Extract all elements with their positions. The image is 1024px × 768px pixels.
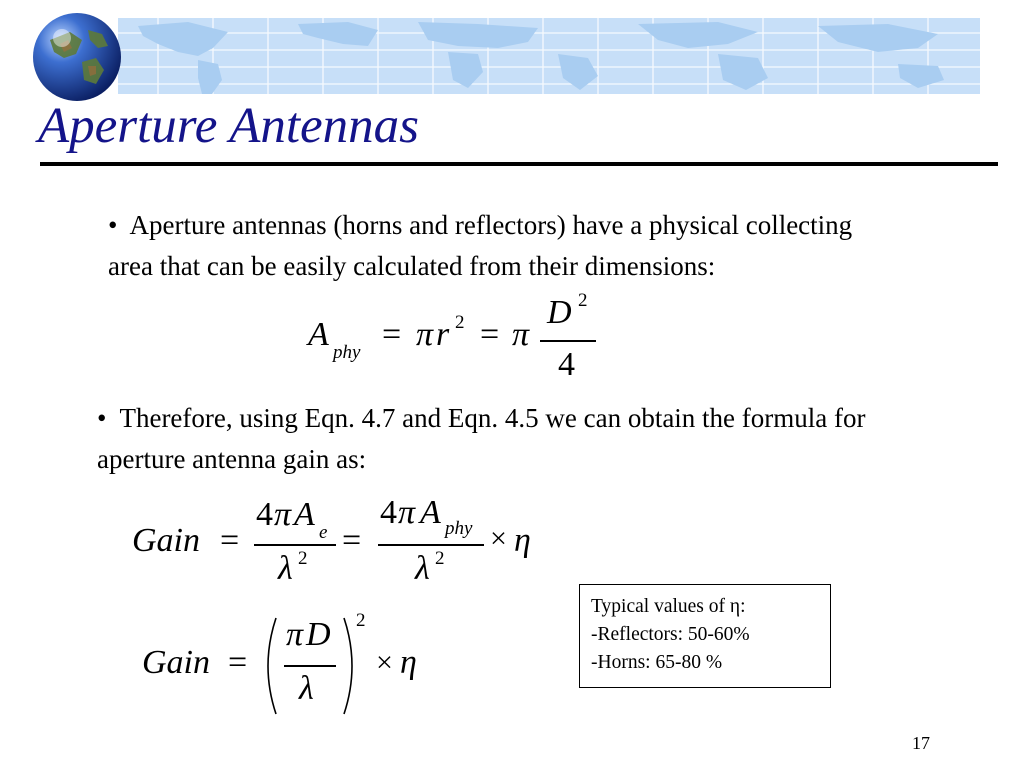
eq2-eta: η — [514, 522, 531, 559]
bullet-marker: • — [97, 403, 107, 433]
eq1-pi-1: π — [416, 316, 434, 353]
bullet-text: Therefore, using Eqn. 4.7 and Eqn. 4.5 we can obtain the formula for aperture antenna gain as: — [97, 403, 866, 474]
eq3-eta: η — [400, 644, 417, 681]
eq3-gain-label: Gain — [142, 644, 210, 681]
eq2-frac2-lambda: λ — [415, 550, 430, 587]
equation-gain-diameter — [140, 610, 440, 720]
eq2-gain-label: Gain — [132, 522, 200, 559]
eq1-numerator-D: D — [547, 294, 572, 331]
eq2-frac1-lambda: λ — [278, 550, 293, 587]
eq2-fraction-bar-1 — [254, 544, 336, 546]
eq2-equals-2: = — [342, 522, 362, 559]
world-map-banner — [118, 18, 980, 94]
eq2-frac2-superscript-2: 2 — [435, 548, 445, 569]
bullet-marker: • — [108, 210, 118, 240]
note-line-horns: -Horns: 65-80 % — [591, 652, 723, 673]
note-line-reflectors: -Reflectors: 50-60% — [591, 624, 750, 645]
equation-gain-effective-area — [130, 494, 550, 598]
eq2-frac1-superscript-2: 2 — [298, 548, 308, 569]
eq3-numerator-pi: π — [286, 616, 304, 653]
eq1-pi-2: π — [512, 316, 530, 353]
page-number: 17 — [912, 733, 930, 753]
eq1-numerator-superscript-2: 2 — [578, 290, 588, 311]
eq1-r: r — [436, 316, 450, 353]
eq3-superscript-2: 2 — [356, 610, 366, 631]
bullet-paragraph-2 — [97, 398, 887, 480]
eq2-frac1-subscript-e: e — [319, 522, 328, 543]
eq1-equals-2: = — [480, 316, 500, 353]
eq1-fraction-bar — [540, 340, 596, 342]
eq2-frac2-subscript-phy: phy — [445, 518, 473, 539]
title-underline — [40, 162, 998, 166]
eq2-frac1-A: A — [294, 496, 315, 533]
eq2-frac1-pi: π — [274, 496, 292, 533]
typical-values-note-box — [579, 584, 831, 688]
eq3-times: × — [376, 646, 393, 679]
eq3-left-parenthesis — [258, 616, 280, 716]
eq1-subscript-phy: phy — [333, 342, 361, 363]
eq3-numerator-D: D — [306, 616, 331, 653]
note-line-heading: Typical values of η: — [591, 596, 746, 617]
equation-physical-area — [302, 290, 612, 392]
eq2-frac2-4: 4 — [380, 494, 397, 531]
slide-title: Aperture Antennas — [38, 98, 420, 154]
eq2-equals-1: = — [220, 522, 240, 559]
eq1-superscript-2: 2 — [455, 312, 465, 333]
eq2-fraction-bar-2 — [378, 544, 484, 546]
eq2-frac1-4: 4 — [256, 496, 273, 533]
eq2-frac2-pi: π — [398, 494, 416, 531]
eq3-equals: = — [228, 644, 248, 681]
eq3-fraction-bar — [284, 665, 336, 667]
eq1-denominator-4: 4 — [558, 346, 575, 383]
bullet-paragraph-1 — [108, 205, 868, 287]
eq2-frac2-A: A — [420, 494, 441, 531]
globe-icon — [30, 10, 124, 104]
eq2-times: × — [490, 522, 507, 555]
bullet-text: Aperture antennas (horns and reflectors) have a physical collecting area that can be easily calculated from their dimensions: — [108, 210, 853, 281]
eq1-equals-1: = — [382, 316, 402, 353]
eq1-symbol-A: A — [308, 316, 329, 353]
eq3-denominator-lambda: λ — [299, 670, 314, 707]
